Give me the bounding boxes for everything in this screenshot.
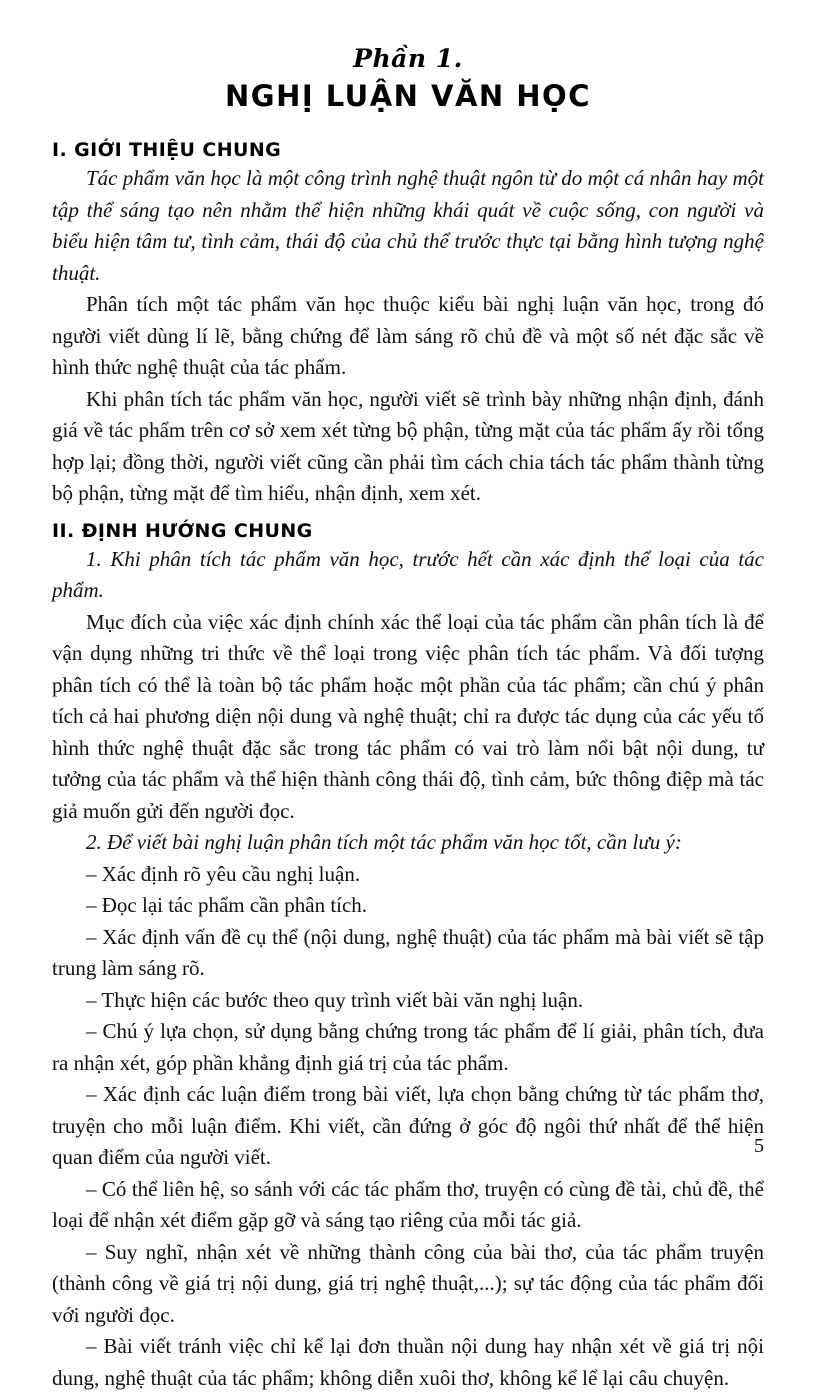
subsection-2-title: 2. Để viết bài nghị luận phân tích một tác phẩm văn học tốt, cần lưu ý:	[86, 830, 682, 854]
list-item: – Thực hiện các bước theo quy trình viết bài văn nghị luận.	[86, 987, 584, 1012]
list-item: – Chú ý lựa chọn, sử dụng bằng chứng trong tác phẩm để lí giải, phân tích, đưa ra nhận xét, góp phần khẳng định giá trị của tác phẩm.	[52, 1019, 764, 1075]
page-title: NGHỊ LUẬN VĂN HỌC	[225, 79, 591, 113]
list-item: – Xác định vấn đề cụ thể (nội dung, nghệ thuật) của tác phẩm mà bài viết sẽ tập trung làm sáng rõ.	[52, 924, 764, 980]
section-heading-ii: II. ĐỊNH HƯỚNG CHUNG	[52, 519, 313, 542]
list-item: – Xác định rõ yêu cầu nghị luận.	[86, 861, 361, 886]
subsection-1-body: Mục đích của việc xác định chính xác thể loại của tác phẩm cần phân tích là để vận dụng những tri thức về thể loại trong việc phân tích tác phẩm. Và đối tượng phân tích có thể là toàn bộ tác phẩm hoặc một phần của tác phẩm; cần chú ý phân tích cả hai phương diện nội dung và nghệ thuật; chỉ ra được tác dụng của các yếu tố hình thức nghệ thuật đặc sắc trong tác phẩm có vai trò làm nổi bật nội dung, tư tưởng của tác phẩm và thể hiện thành công thái độ, tình cảm, bức thông điệp mà tác giả muốn gửi đến người đọc.	[52, 609, 764, 823]
paragraph-i-1: Tác phẩm văn học là một công trình nghệ thuật ngôn từ do một cá nhân hay một tập thể sáng tạo nên nhằm thể hiện những khái quát về cuộc sống, con người và biểu hiện tâm tư, tình cảm, thái độ của chủ thể trước thực tại bằng hình tượng nghệ thuật.	[52, 166, 764, 285]
page-number: 5	[754, 1135, 764, 1157]
subsection-1-title: 1. Khi phân tích tác phẩm văn học, trước hết cần xác định thể loại của tác phẩm.	[52, 546, 764, 602]
list-item: – Có thể liên hệ, so sánh với các tác phẩm thơ, truyện có cùng đề tài, chủ đề, thể loại để nhận xét điểm gặp gỡ và sáng tạo riêng của mỗi tác giả.	[52, 1176, 764, 1232]
list-item: – Bài viết tránh việc chỉ kể lại đơn thuần nội dung hay nhận xét về giá trị nội dung, nghệ thuật của tác phẩm; không diễn xuôi thơ, không kể lể lại câu chuyện.	[52, 1334, 764, 1390]
page-content	[52, 44, 764, 1394]
paragraph-i-2: Phân tích một tác phẩm văn học thuộc kiểu bài nghị luận văn học, trong đó người viết dùng lí lẽ, bằng chứng để làm sáng rõ chủ đề và một số nét đặc sắc về hình thức nghệ thuật của tác phẩm.	[52, 292, 764, 379]
part-label: Phần 1.	[353, 44, 463, 73]
list-item: – Đọc lại tác phẩm cần phân tích.	[86, 893, 368, 917]
section-heading-i: I. GIỚI THIỆU CHUNG	[52, 139, 282, 161]
list-item: – Xác định các luận điểm trong bài viết, lựa chọn bằng chứng từ tác phẩm thơ, truyện cho mỗi luận điểm. Khi viết, cần đứng ở góc độ ngôi thứ nhất để thể hiện quan điểm của người viết.	[52, 1082, 764, 1169]
list-item: – Suy nghĩ, nhận xét về những thành công của bài thơ, của tác phẩm truyện (thành công về giá trị nội dung, giá trị nghệ thuật,...); sự tác động của tác phẩm đối với người đọc.	[52, 1239, 764, 1327]
paragraph-i-3: Khi phân tích tác phẩm văn học, người viết sẽ trình bày những nhận định, đánh giá về tác phẩm trên cơ sở xem xét từng bộ phận, từng mặt của tác phẩm ấy rồi tổng hợp lại; đồng thời, người viết cũng cần phải tìm cách chia tách tác phẩm thành từng bộ phận, từng mặt để tìm hiểu, nhận định, xem xét.	[52, 386, 764, 505]
